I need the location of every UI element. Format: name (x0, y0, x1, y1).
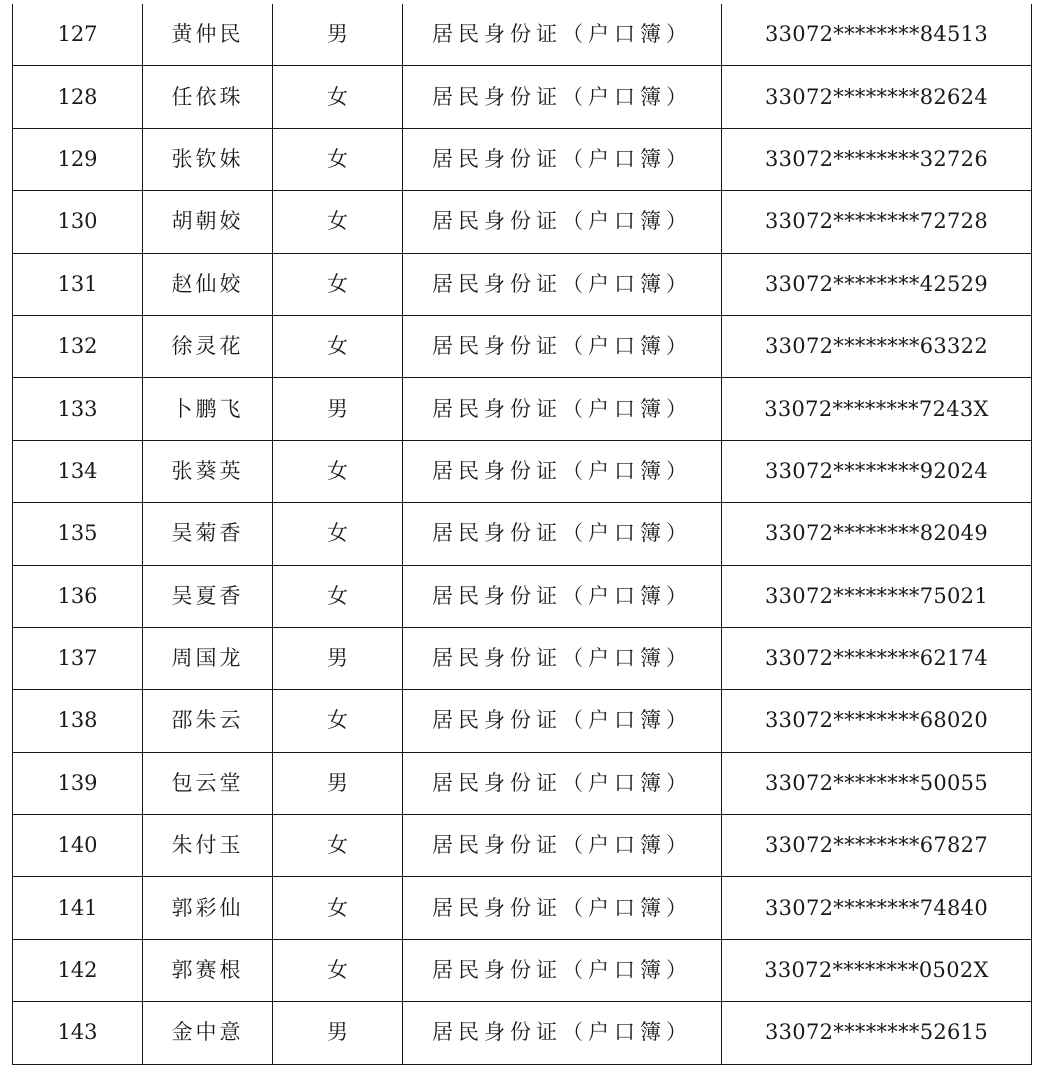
id-number-cell: 33072********50055 (722, 752, 1032, 814)
row-number-cell: 134 (13, 440, 143, 502)
row-number-cell: 135 (13, 503, 143, 565)
table-row (13, 565, 1032, 627)
person-name-cell: 黄仲民 (143, 4, 273, 66)
person-name-cell: 胡朝姣 (143, 191, 273, 253)
table-row (13, 1002, 1032, 1064)
gender-cell: 女 (273, 503, 403, 565)
row-number-cell: 139 (13, 752, 143, 814)
person-name-cell: 郭赛根 (143, 939, 273, 1001)
person-name-cell: 金中意 (143, 1002, 273, 1064)
table-row (13, 128, 1032, 190)
id-number-cell: 33072********68020 (722, 690, 1032, 752)
gender-cell: 女 (273, 128, 403, 190)
document-type-cell: 居民身份证（户口簿） (403, 627, 722, 689)
document-type-cell: 居民身份证（户口簿） (403, 4, 722, 66)
gender-cell: 女 (273, 565, 403, 627)
id-number-cell: 33072********7243X (722, 378, 1032, 440)
document-type-cell: 居民身份证（户口簿） (403, 191, 722, 253)
id-number-cell: 33072********52615 (722, 1002, 1032, 1064)
person-name-cell: 邵朱云 (143, 690, 273, 752)
gender-cell: 女 (273, 191, 403, 253)
person-name-cell: 吴夏香 (143, 565, 273, 627)
gender-cell: 男 (273, 4, 403, 66)
id-number-cell: 33072********75021 (722, 565, 1032, 627)
person-name-cell: 张钦妹 (143, 128, 273, 190)
person-name-cell: 朱付玉 (143, 815, 273, 877)
document-type-cell: 居民身份证（户口簿） (403, 565, 722, 627)
document-type-cell: 居民身份证（户口簿） (403, 440, 722, 502)
document-type-cell: 居民身份证（户口簿） (403, 315, 722, 377)
id-number-cell: 33072********0502X (722, 939, 1032, 1001)
gender-cell: 女 (273, 440, 403, 502)
document-type-cell: 居民身份证（户口簿） (403, 378, 722, 440)
id-number-cell: 33072********72728 (722, 191, 1032, 253)
id-number-cell: 33072********62174 (722, 627, 1032, 689)
gender-cell: 男 (273, 627, 403, 689)
document-type-cell: 居民身份证（户口簿） (403, 939, 722, 1001)
person-name-cell: 任依珠 (143, 66, 273, 128)
document-type-cell: 居民身份证（户口簿） (403, 128, 722, 190)
id-number-cell: 33072********74840 (722, 877, 1032, 939)
id-number-cell: 33072********84513 (722, 4, 1032, 66)
person-name-cell: 赵仙姣 (143, 253, 273, 315)
row-number-cell: 133 (13, 378, 143, 440)
person-name-cell: 周国龙 (143, 627, 273, 689)
table-row (13, 815, 1032, 877)
document-type-cell: 居民身份证（户口簿） (403, 66, 722, 128)
table-row (13, 503, 1032, 565)
id-number-cell: 33072********42529 (722, 253, 1032, 315)
document-type-cell: 居民身份证（户口簿） (403, 253, 722, 315)
id-number-cell: 33072********92024 (722, 440, 1032, 502)
id-number-cell: 33072********63322 (722, 315, 1032, 377)
row-number-cell: 128 (13, 66, 143, 128)
gender-cell: 男 (273, 378, 403, 440)
gender-cell: 女 (273, 66, 403, 128)
table-row (13, 378, 1032, 440)
table-row (13, 627, 1032, 689)
record-table-body (13, 4, 1032, 1064)
document-type-cell: 居民身份证（户口簿） (403, 877, 722, 939)
gender-cell: 男 (273, 1002, 403, 1064)
document-type-cell: 居民身份证（户口簿） (403, 752, 722, 814)
gender-cell: 女 (273, 315, 403, 377)
id-number-cell: 33072********32726 (722, 128, 1032, 190)
person-name-cell: 卜鹏飞 (143, 378, 273, 440)
row-number-cell: 137 (13, 627, 143, 689)
table-row (13, 752, 1032, 814)
person-name-cell: 张葵英 (143, 440, 273, 502)
row-number-cell: 136 (13, 565, 143, 627)
document-type-cell: 居民身份证（户口簿） (403, 690, 722, 752)
id-number-cell: 33072********67827 (722, 815, 1032, 877)
gender-cell: 女 (273, 877, 403, 939)
row-number-cell: 130 (13, 191, 143, 253)
table-row (13, 877, 1032, 939)
row-number-cell: 138 (13, 690, 143, 752)
row-number-cell: 127 (13, 4, 143, 66)
table-row (13, 66, 1032, 128)
row-number-cell: 131 (13, 253, 143, 315)
table-row (13, 191, 1032, 253)
row-number-cell: 141 (13, 877, 143, 939)
gender-cell: 女 (273, 939, 403, 1001)
gender-cell: 女 (273, 690, 403, 752)
person-name-cell: 徐灵花 (143, 315, 273, 377)
table-row (13, 315, 1032, 377)
document-type-cell: 居民身份证（户口簿） (403, 503, 722, 565)
row-number-cell: 142 (13, 939, 143, 1001)
document-type-cell: 居民身份证（户口簿） (403, 815, 722, 877)
id-number-cell: 33072********82624 (722, 66, 1032, 128)
table-row (13, 4, 1032, 66)
row-number-cell: 129 (13, 128, 143, 190)
row-number-cell: 132 (13, 315, 143, 377)
gender-cell: 女 (273, 253, 403, 315)
person-name-cell: 包云堂 (143, 752, 273, 814)
record-table (12, 4, 1032, 1065)
id-number-cell: 33072********82049 (722, 503, 1032, 565)
table-row (13, 253, 1032, 315)
row-number-cell: 140 (13, 815, 143, 877)
person-name-cell: 郭彩仙 (143, 877, 273, 939)
row-number-cell: 143 (13, 1002, 143, 1064)
document-type-cell: 居民身份证（户口簿） (403, 1002, 722, 1064)
gender-cell: 女 (273, 815, 403, 877)
table-row (13, 939, 1032, 1001)
table-row (13, 440, 1032, 502)
table-row (13, 690, 1032, 752)
person-name-cell: 吴菊香 (143, 503, 273, 565)
gender-cell: 男 (273, 752, 403, 814)
